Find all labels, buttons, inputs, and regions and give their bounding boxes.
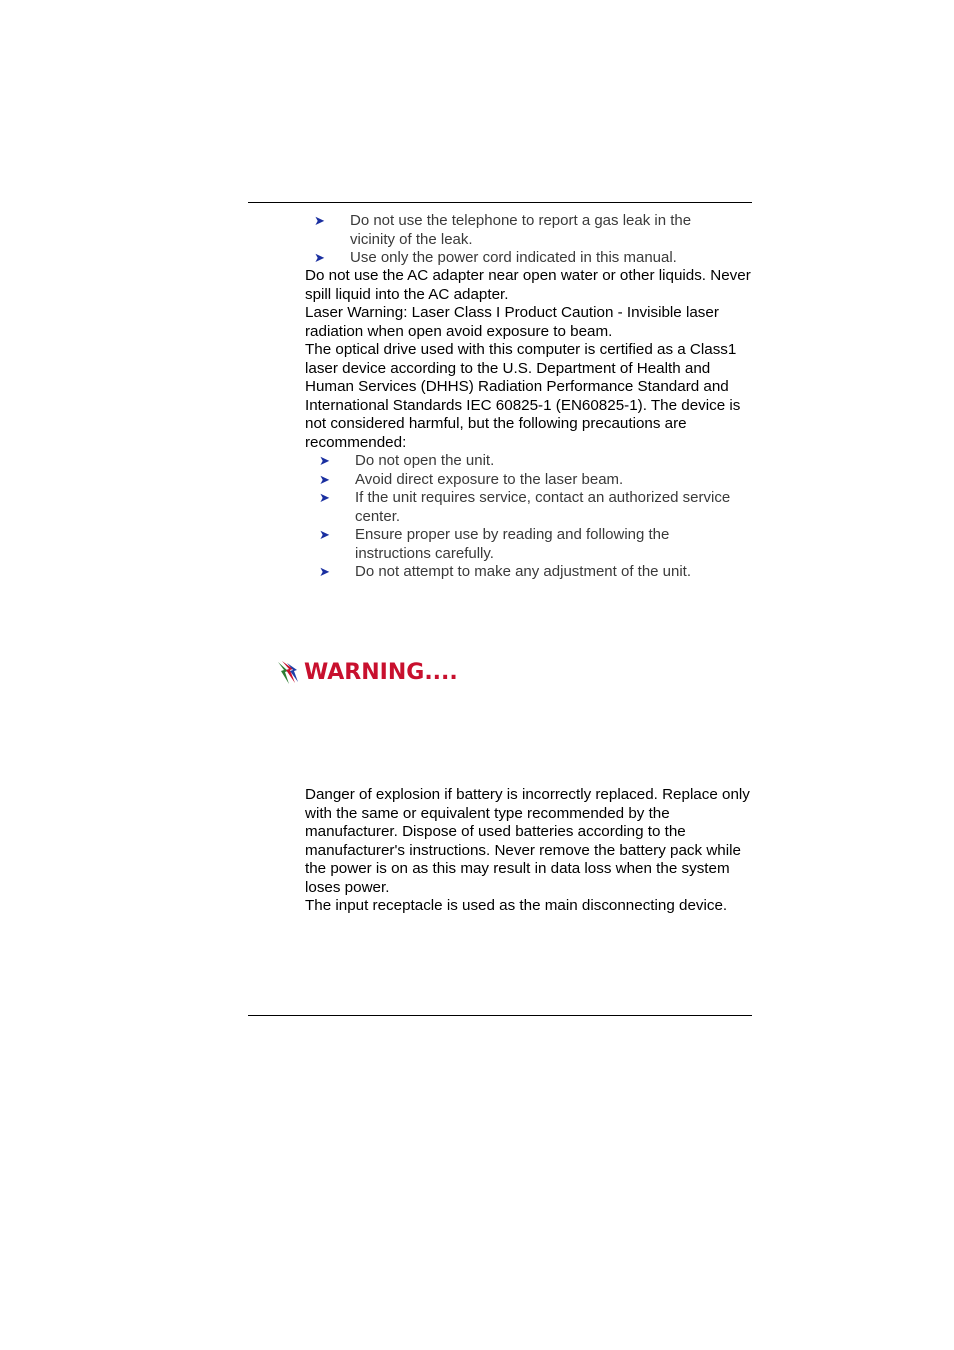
list-item: ➤ Do not open the unit.	[319, 452, 495, 469]
footer-rule	[248, 1015, 752, 1016]
laser-warning-paragraph: Laser Warning: Laser Class I Product Caution - Invisible laser radiation when open avoid exposure to beam.	[305, 304, 719, 340]
safety-list	[314, 212, 730, 268]
list-item: ➤ Avoid direct exposure to the laser beam.	[319, 470, 624, 488]
warning-heading	[276, 658, 458, 688]
list-item: ➤ If the unit requires service, contact an authorized service center.	[319, 489, 731, 525]
warning-label: WARNING....	[304, 660, 458, 685]
ac-adapter-paragraph: Do not use the AC adapter near open water or other liquids. Never spill liquid into the AC adapter.	[305, 267, 751, 303]
optical-drive-paragraph: The optical drive used with this computer is certified as a Class1 laser device according to the U.S. Department of Health and Human Services (DHHS) Radiation Performance Standard and International Standards IEC 60825-1 (EN60825-1). The device is not considered harmful, but the following precautions are recommended:	[305, 341, 741, 451]
list-item: ➤ Use only the power cord indicated in this manual.	[314, 249, 677, 266]
header-rule	[248, 202, 752, 203]
lightning-warning-icon	[276, 660, 300, 686]
list-item: ➤ Ensure proper use by reading and following the instructions carefully.	[319, 526, 670, 562]
list-item: ➤ Do not attempt to make any adjustment of the unit.	[319, 563, 692, 580]
arrow-bullet-icon: ➤	[319, 453, 330, 468]
arrow-bullet-icon: ➤	[319, 564, 330, 579]
arrow-bullet-icon: ➤	[319, 471, 330, 487]
battery-paragraph: Danger of explosion if battery is incorrectly replaced. Replace only with the same or equivalent type recommended by the manufacturer. Dispose of used batteries according to the manufacturer's instructions. Never remove the battery pack while the power is on as this may result in data loss when the system loses power.	[305, 786, 750, 896]
list-item: ➤ Do not use the telephone to report a gas leak in the vicinity of the leak.	[314, 212, 692, 248]
input-receptacle-paragraph: The input receptacle is used as the main disconnecting device.	[305, 897, 728, 914]
arrow-bullet-icon: ➤	[319, 490, 330, 505]
arrow-bullet-icon: ➤	[314, 250, 325, 265]
arrow-bullet-icon: ➤	[314, 213, 325, 228]
arrow-bullet-icon: ➤	[319, 527, 330, 542]
precautions-list	[319, 452, 735, 582]
